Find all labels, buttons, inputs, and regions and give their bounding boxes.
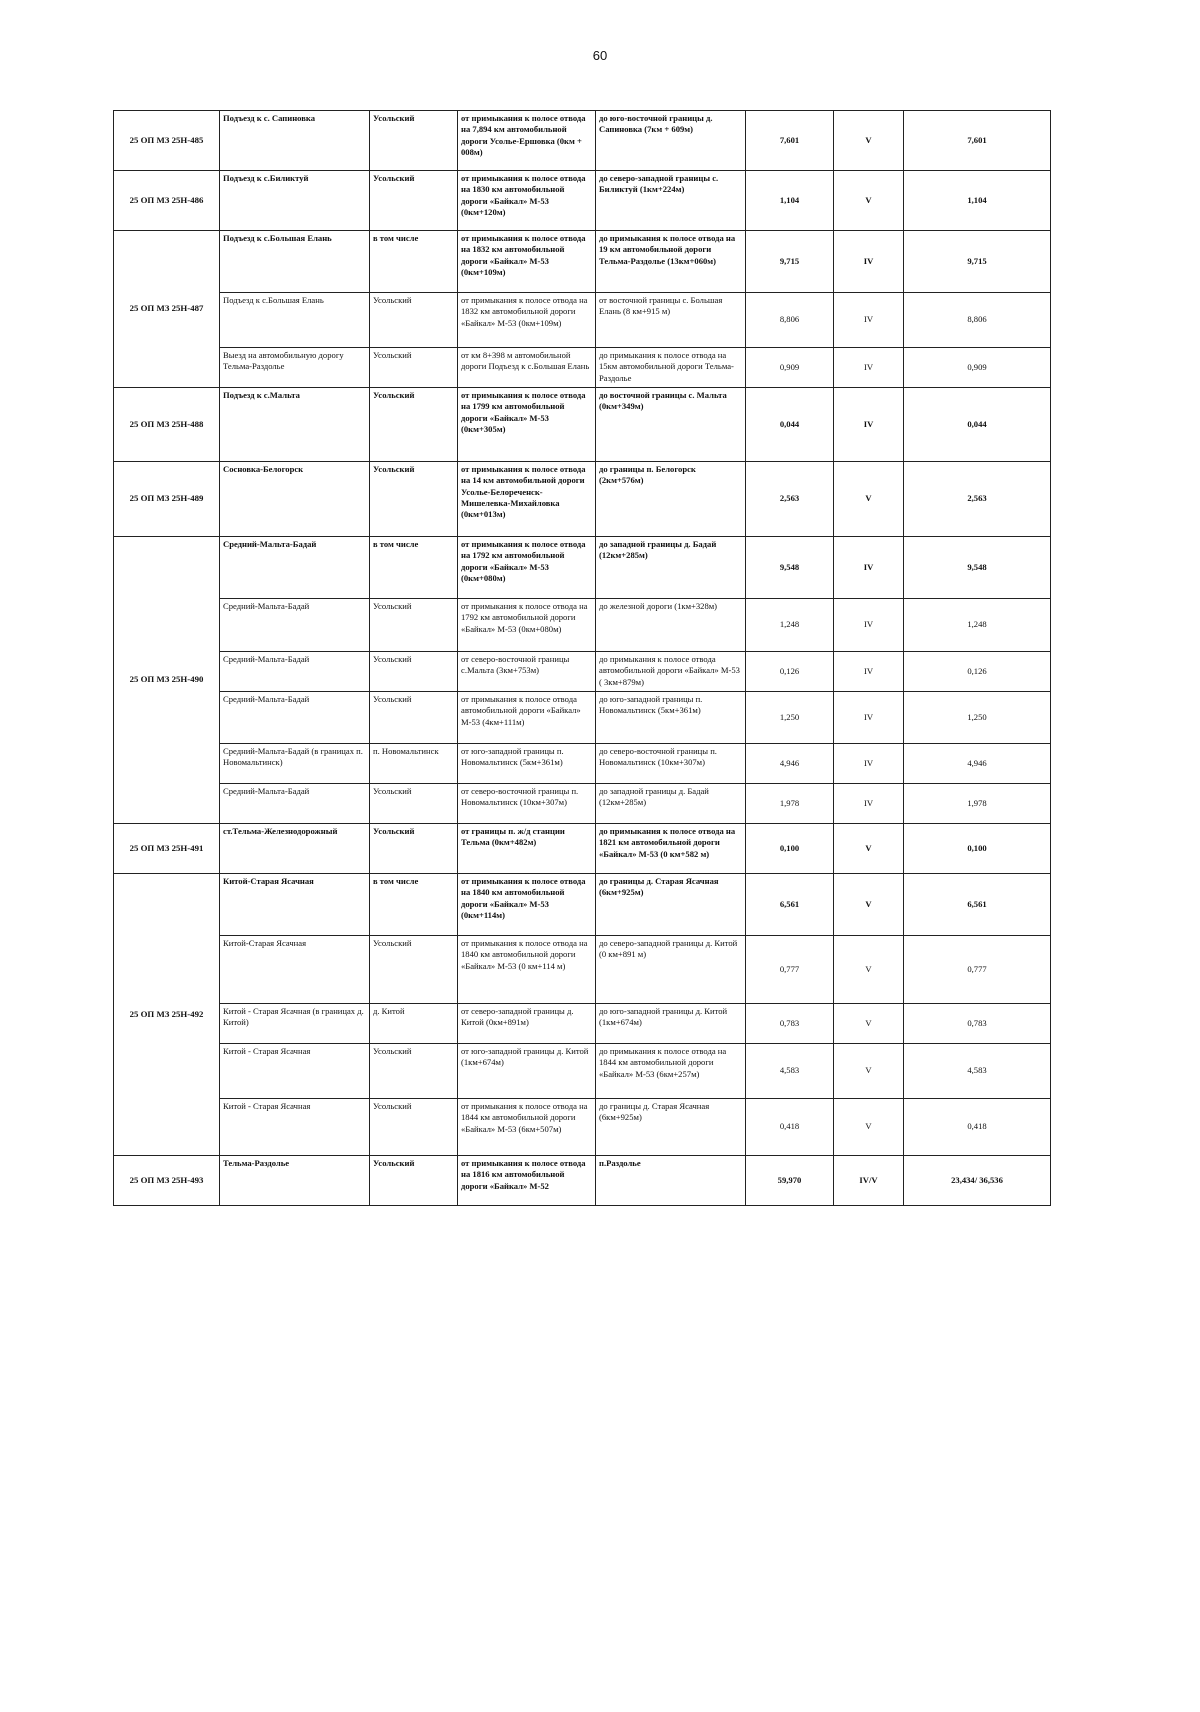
road-category: V (834, 936, 904, 1004)
road-code: 25 ОП МЗ 25Н-485 (114, 111, 220, 171)
table-row (114, 1004, 1051, 1044)
category-length: 9,715 (904, 231, 1051, 293)
road-category: IV (834, 537, 904, 599)
road-name: ст.Тельма-Железнодорожный (220, 824, 370, 874)
segment-end: от восточной границы с. Большая Елань (8 км+915 м) (596, 293, 746, 348)
road-name: Средний-Мальта-Бадай (220, 652, 370, 692)
road-name: Подъезд к с.Большая Елань (220, 293, 370, 348)
district: Усольский (370, 692, 458, 744)
road-code: 25 ОП МЗ 25Н-489 (114, 462, 220, 537)
segment-end: до примыкания к полосе отвода автомобильной дороги «Байкал» М-53 ( 3км+879м) (596, 652, 746, 692)
segment-start: от юго-западной границы п. Новомальтинск (5км+361м) (458, 744, 596, 784)
road-name: Подъезд к с.Биликтуй (220, 171, 370, 231)
road-category: IV/V (834, 1156, 904, 1206)
length-km: 0,100 (746, 824, 834, 874)
category-length: 4,946 (904, 744, 1051, 784)
road-code: 25 ОП МЗ 25Н-493 (114, 1156, 220, 1206)
table-row (114, 348, 1051, 388)
road-name: Средний-Мальта-Бадай (220, 692, 370, 744)
segment-end: до примыкания к полосе отвода на 1821 км автомобильной дороги «Байкал» М-53 (0 км+582 м) (596, 824, 746, 874)
table-row (114, 1099, 1051, 1156)
table-row (114, 1156, 1051, 1206)
category-length: 4,583 (904, 1044, 1051, 1099)
district: в том числе (370, 874, 458, 936)
road-category: V (834, 462, 904, 537)
segment-start: от примыкания к полосе отвода на 7,894 км автомобильной дороги Усолье-Ершовка (0км + 008м) (458, 111, 596, 171)
category-length: 1,104 (904, 171, 1051, 231)
district: Усольский (370, 171, 458, 231)
road-category: IV (834, 784, 904, 824)
segment-start: от примыкания к полосе отвода на 1792 км автомобильной дороги «Байкал» М-53 (0км+080м) (458, 537, 596, 599)
segment-start: от примыкания к полосе отвода на 1832 км автомобильной дороги «Байкал» М-53 (0км+109м) (458, 293, 596, 348)
segment-end: до северо-восточной границы п. Новомальтинск (10км+307м) (596, 744, 746, 784)
road-code: 25 ОП МЗ 25Н-490 (114, 537, 220, 824)
road-name: Тельма-Раздолье (220, 1156, 370, 1206)
road-name: Китой - Старая Ясачная (220, 1044, 370, 1099)
road-name: Средний-Мальта-Бадай (220, 537, 370, 599)
road-category: V (834, 1044, 904, 1099)
table-row (114, 293, 1051, 348)
length-km: 6,561 (746, 874, 834, 936)
segment-end: до границы д. Старая Ясачная (6км+925м) (596, 874, 746, 936)
segment-end: до юго-восточной границы д. Сапиновка (7км + 609м) (596, 111, 746, 171)
road-category: V (834, 171, 904, 231)
category-length: 2,563 (904, 462, 1051, 537)
segment-start: от примыкания к полосе отвода автомобильной дороги «Байкал» М-53 (4км+111м) (458, 692, 596, 744)
road-name: Выезд на автомобильную дорогу Тельма-Раздолье (220, 348, 370, 388)
segment-start: от примыкания к полосе отвода на 1830 км автомобильной дороги «Байкал» М-53 (0км+120м) (458, 171, 596, 231)
road-code: 25 ОП МЗ 25Н-487 (114, 231, 220, 388)
road-code: 25 ОП МЗ 25Н-486 (114, 171, 220, 231)
segment-end: до границы п. Белогорск (2км+576м) (596, 462, 746, 537)
road-category: V (834, 1099, 904, 1156)
segment-start: от примыкания к полосе отвода на 1840 км автомобильной дороги «Байкал» М-53 (0км+114м) (458, 874, 596, 936)
segment-start: от юго-западной границы д. Китой (1км+674м) (458, 1044, 596, 1099)
road-name: Сосновка-Белогорск (220, 462, 370, 537)
district: Усольский (370, 293, 458, 348)
district: Усольский (370, 1156, 458, 1206)
category-length: 8,806 (904, 293, 1051, 348)
district: Усольский (370, 1099, 458, 1156)
district: Усольский (370, 462, 458, 537)
road-category: IV (834, 599, 904, 652)
length-km: 0,126 (746, 652, 834, 692)
table-row (114, 936, 1051, 1004)
table-row (114, 874, 1051, 936)
segment-start: от примыкания к полосе отвода на 1799 км автомобильной дороги «Байкал» М-53 (0км+305м) (458, 388, 596, 462)
roads-table (113, 110, 1051, 1206)
length-km: 8,806 (746, 293, 834, 348)
category-length: 0,418 (904, 1099, 1051, 1156)
length-km: 59,970 (746, 1156, 834, 1206)
road-name: Китой-Старая Ясачная (220, 874, 370, 936)
district: п. Новомальтинск (370, 744, 458, 784)
table-row (114, 784, 1051, 824)
segment-start: от северо-восточной границы п. Новомальтинск (10км+307м) (458, 784, 596, 824)
district: в том числе (370, 231, 458, 293)
length-km: 4,946 (746, 744, 834, 784)
table-row (114, 1044, 1051, 1099)
district: Усольский (370, 652, 458, 692)
district: Усольский (370, 1044, 458, 1099)
district: Усольский (370, 388, 458, 462)
length-km: 1,978 (746, 784, 834, 824)
road-category: IV (834, 293, 904, 348)
road-category: IV (834, 388, 904, 462)
road-category: V (834, 824, 904, 874)
segment-start: от км 8+398 м автомобильной дороги Подъезд к с.Большая Елань (458, 348, 596, 388)
road-category: IV (834, 744, 904, 784)
page-number: 60 (592, 48, 608, 63)
segment-end: до западной границы д. Бадай (12км+285м) (596, 784, 746, 824)
table-row (114, 652, 1051, 692)
length-km: 9,548 (746, 537, 834, 599)
category-length: 7,601 (904, 111, 1051, 171)
segment-start: от примыкания к полосе отвода на 1832 км автомобильной дороги «Байкал» М-53 (0км+109м) (458, 231, 596, 293)
district: Усольский (370, 348, 458, 388)
segment-end: до юго-западной границы д. Китой (1км+674м) (596, 1004, 746, 1044)
length-km: 4,583 (746, 1044, 834, 1099)
category-length: 0,783 (904, 1004, 1051, 1044)
category-length: 0,777 (904, 936, 1051, 1004)
road-name: Подъезд к с.Большая Елань (220, 231, 370, 293)
road-category: V (834, 111, 904, 171)
road-category: V (834, 1004, 904, 1044)
category-length: 9,548 (904, 537, 1051, 599)
district: Усольский (370, 824, 458, 874)
segment-end: до северо-западной границы д. Китой (0 км+891 м) (596, 936, 746, 1004)
category-length: 1,978 (904, 784, 1051, 824)
table-row (114, 171, 1051, 231)
road-name: Подъезд к с.Мальта (220, 388, 370, 462)
length-km: 1,104 (746, 171, 834, 231)
segment-end: до примыкания к полосе отвода на 1844 км автомобильной дороги «Байкал» М-53 (6км+257м) (596, 1044, 746, 1099)
length-km: 1,248 (746, 599, 834, 652)
road-category: V (834, 874, 904, 936)
road-name: Средний-Мальта-Бадай (220, 784, 370, 824)
segment-start: от примыкания к полосе отвода на 1792 км автомобильной дороги «Байкал» М-53 (0км+080м) (458, 599, 596, 652)
segment-end: до железной дороги (1км+328м) (596, 599, 746, 652)
road-category: IV (834, 348, 904, 388)
district: в том числе (370, 537, 458, 599)
segment-end: до юго-западной границы п. Новомальтинск (5км+361м) (596, 692, 746, 744)
road-category: IV (834, 231, 904, 293)
road-name: Средний-Мальта-Бадай (220, 599, 370, 652)
segment-end: до северо-западной границы с. Биликтуй (1км+224м) (596, 171, 746, 231)
road-code: 25 ОП МЗ 25Н-492 (114, 874, 220, 1156)
district: Усольский (370, 599, 458, 652)
table-row (114, 744, 1051, 784)
road-code: 25 ОП МЗ 25Н-491 (114, 824, 220, 874)
segment-start: от примыкания к полосе отвода на 14 км автомобильной дороги Усолье-Белореченск-Мишелевка-Михайловка (0км+013м) (458, 462, 596, 537)
table-row (114, 537, 1051, 599)
segment-start: от примыкания к полосе отвода на 1816 км автомобильной дороги «Байкал» М-52 (458, 1156, 596, 1206)
length-km: 7,601 (746, 111, 834, 171)
table-row (114, 824, 1051, 874)
length-km: 0,783 (746, 1004, 834, 1044)
length-km: 2,563 (746, 462, 834, 537)
table-row (114, 692, 1051, 744)
district: д. Китой (370, 1004, 458, 1044)
road-category: IV (834, 692, 904, 744)
segment-end: п.Раздолье (596, 1156, 746, 1206)
category-length: 1,248 (904, 599, 1051, 652)
category-length: 6,561 (904, 874, 1051, 936)
segment-end: до примыкания к полосе отвода на 19 км автомобильной дороги Тельма-Раздолье (13км+060м) (596, 231, 746, 293)
table-row (114, 462, 1051, 537)
road-name: Китой - Старая Ясачная (220, 1099, 370, 1156)
category-length: 0,126 (904, 652, 1051, 692)
category-length: 1,250 (904, 692, 1051, 744)
table-row (114, 111, 1051, 171)
segment-start: от северо-западной границы д. Китой (0км+891м) (458, 1004, 596, 1044)
segment-start: от северо-восточной границы с.Мальта (3км+753м) (458, 652, 596, 692)
road-name: Китой - Старая Ясачная (в границах д. Китой) (220, 1004, 370, 1044)
table-row (114, 388, 1051, 462)
road-name: Китой-Старая Ясачная (220, 936, 370, 1004)
table-row (114, 231, 1051, 293)
segment-start: от примыкания к полосе отвода на 1844 км автомобильной дороги «Байкал» М-53 (6км+507м) (458, 1099, 596, 1156)
road-name: Подъезд к с. Сапиновка (220, 111, 370, 171)
category-length: 23,434/ 36,536 (904, 1156, 1051, 1206)
road-code: 25 ОП МЗ 25Н-488 (114, 388, 220, 462)
segment-end: до восточной границы с. Мальта (0км+349м) (596, 388, 746, 462)
district: Усольский (370, 111, 458, 171)
category-length: 0,100 (904, 824, 1051, 874)
segment-start: от границы п. ж/д станции Тельма (0км+482м) (458, 824, 596, 874)
segment-end: до примыкания к полосе отвода на 15км автомобильной дороги Тельма-Раздолье (596, 348, 746, 388)
district: Усольский (370, 784, 458, 824)
road-category: IV (834, 652, 904, 692)
length-km: 0,044 (746, 388, 834, 462)
district: Усольский (370, 936, 458, 1004)
table-row (114, 599, 1051, 652)
category-length: 0,909 (904, 348, 1051, 388)
length-km: 0,777 (746, 936, 834, 1004)
length-km: 0,418 (746, 1099, 834, 1156)
segment-start: от примыкания к полосе отвода на 1840 км автомобильной дороги «Байкал» М-53 (0 км+114 м) (458, 936, 596, 1004)
length-km: 0,909 (746, 348, 834, 388)
segment-end: до границы д. Старая Ясачная (6км+925м) (596, 1099, 746, 1156)
road-name: Средний-Мальта-Бадай (в границах п. Новомальтинск) (220, 744, 370, 784)
length-km: 1,250 (746, 692, 834, 744)
length-km: 9,715 (746, 231, 834, 293)
segment-end: до западной границы д. Бадай (12км+285м) (596, 537, 746, 599)
category-length: 0,044 (904, 388, 1051, 462)
